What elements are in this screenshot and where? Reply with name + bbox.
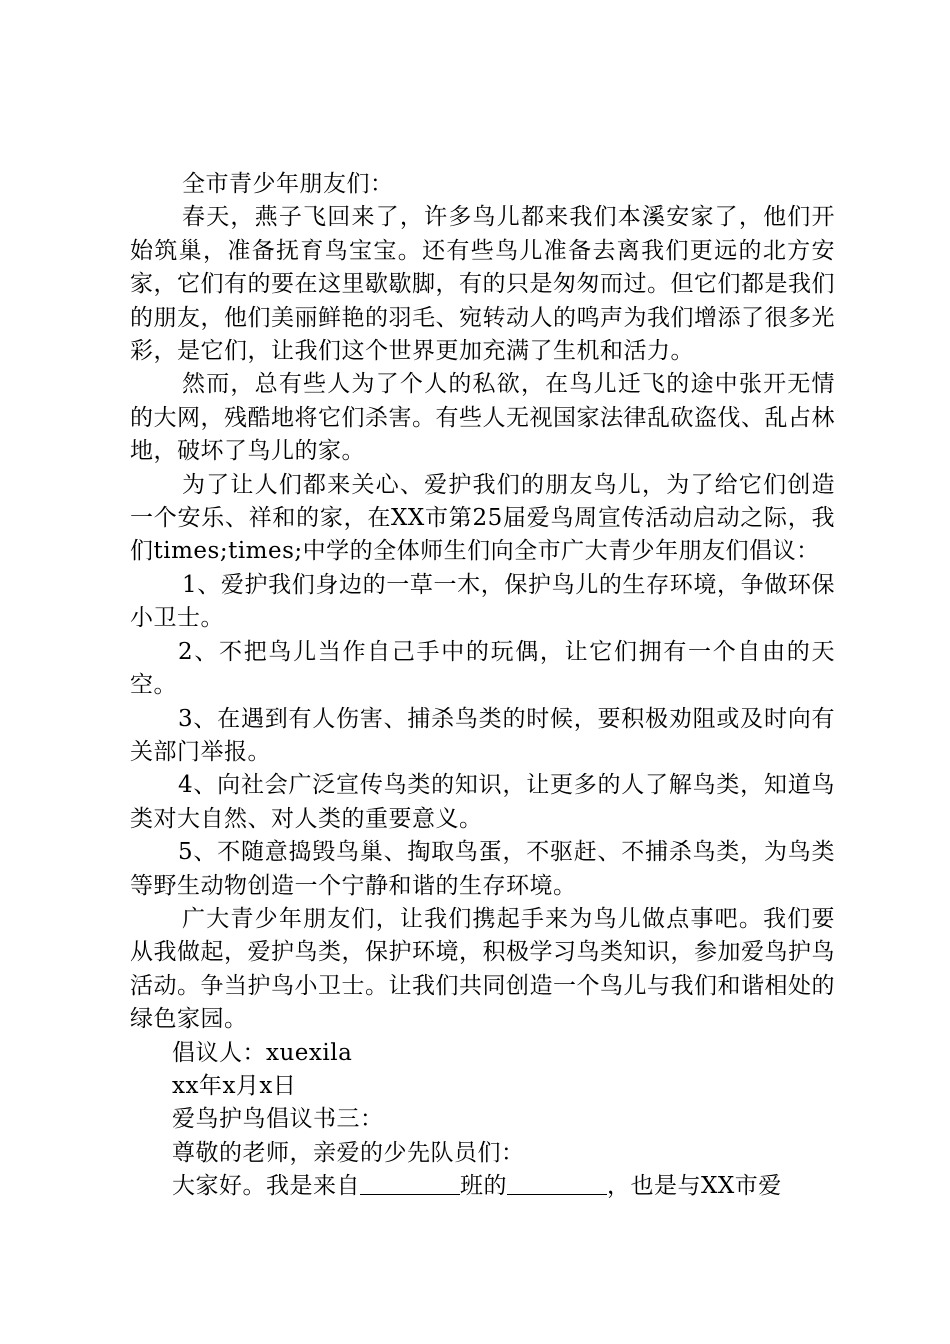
- proposal-item-3: 3、在遇到有人伤害、捕杀鸟类的时候，要积极劝阻或及时向有关部门举报。: [130, 705, 835, 765]
- paragraph-spring: 春天，燕子飞回来了，许多鸟儿都来我们本溪安家了，他们开始筑巢，准备抚育鸟宝宝。还有些鸟儿准备去离我们更远的北方安家，它们有的要在这里歇歇脚，有的只是匆匆而过。但它们都是我们的朋友，他们美丽鲜艳的羽毛、宛转动人的鸣声为我们增添了很多光彩，是它们，让我们这个世界更加充满了生机和活力。: [130, 204, 835, 365]
- paragraph-proposal-intro: 为了让人们都来关心、爱护我们的朋友鸟儿，为了给它们创造一个安乐、祥和的家，在XX市第25届爱鸟周宣传活动启动之际，我们times;times;中学的全体师生们向全市广大青少年朋友们倡议：: [130, 471, 835, 565]
- date: xx年x月x日: [172, 1072, 297, 1099]
- name-blank-field: [507, 1170, 607, 1195]
- document-body: [130, 168, 835, 1204]
- closing-paragraph: 广大青少年朋友们，让我们携起手来为鸟儿做点事吧。我们要从我做起，爱护鸟类，保护环境，积极学习鸟类知识，参加爱鸟护鸟活动。争当护鸟小卫士。让我们共同创造一个鸟儿与我们和谐相处的绿色家园。: [130, 905, 835, 1033]
- proposal-item-5: 5、不随意捣毁鸟巢、掏取鸟蛋，不驱赶、不捕杀鸟类，为鸟类等野生动物创造一个宁静和谐的生存环境。: [130, 839, 835, 899]
- intro-text-1: 大家好。我是来自: [172, 1173, 360, 1200]
- salutation: 全市青少年朋友们：: [182, 171, 394, 197]
- proposal-item-4: 4、向社会广泛宣传鸟类的知识，让更多的人了解鸟类，知道鸟类对大自然、对人类的重要意义。: [130, 772, 835, 832]
- next-salutation: 尊敬的老师，亲爱的少先队员们：: [172, 1139, 525, 1166]
- intro-text-2: 班的: [460, 1173, 507, 1200]
- signer: 倡议人：xuexila: [172, 1039, 353, 1066]
- paragraph-harm: 然而，总有些人为了个人的私欲，在鸟儿迁飞的途中张开无情的大网，残酷地将它们杀害。有些人无视国家法律乱砍盗伐、乱占林地，破坏了鸟儿的家。: [130, 371, 835, 465]
- intro-text-3: ，也是与XX市爱: [607, 1173, 782, 1200]
- class-blank-field: [360, 1170, 460, 1195]
- next-intro-line: [130, 1170, 835, 1203]
- next-document-title: 爱鸟护鸟倡议书三：: [172, 1106, 384, 1133]
- proposal-item-1: 1、爱护我们身边的一草一木，保护鸟儿的生存环境，争做环保小卫士。: [130, 571, 835, 632]
- proposal-item-2: 2、不把鸟儿当作自己手中的玩偶，让它们拥有一个自由的天空。: [130, 638, 835, 699]
